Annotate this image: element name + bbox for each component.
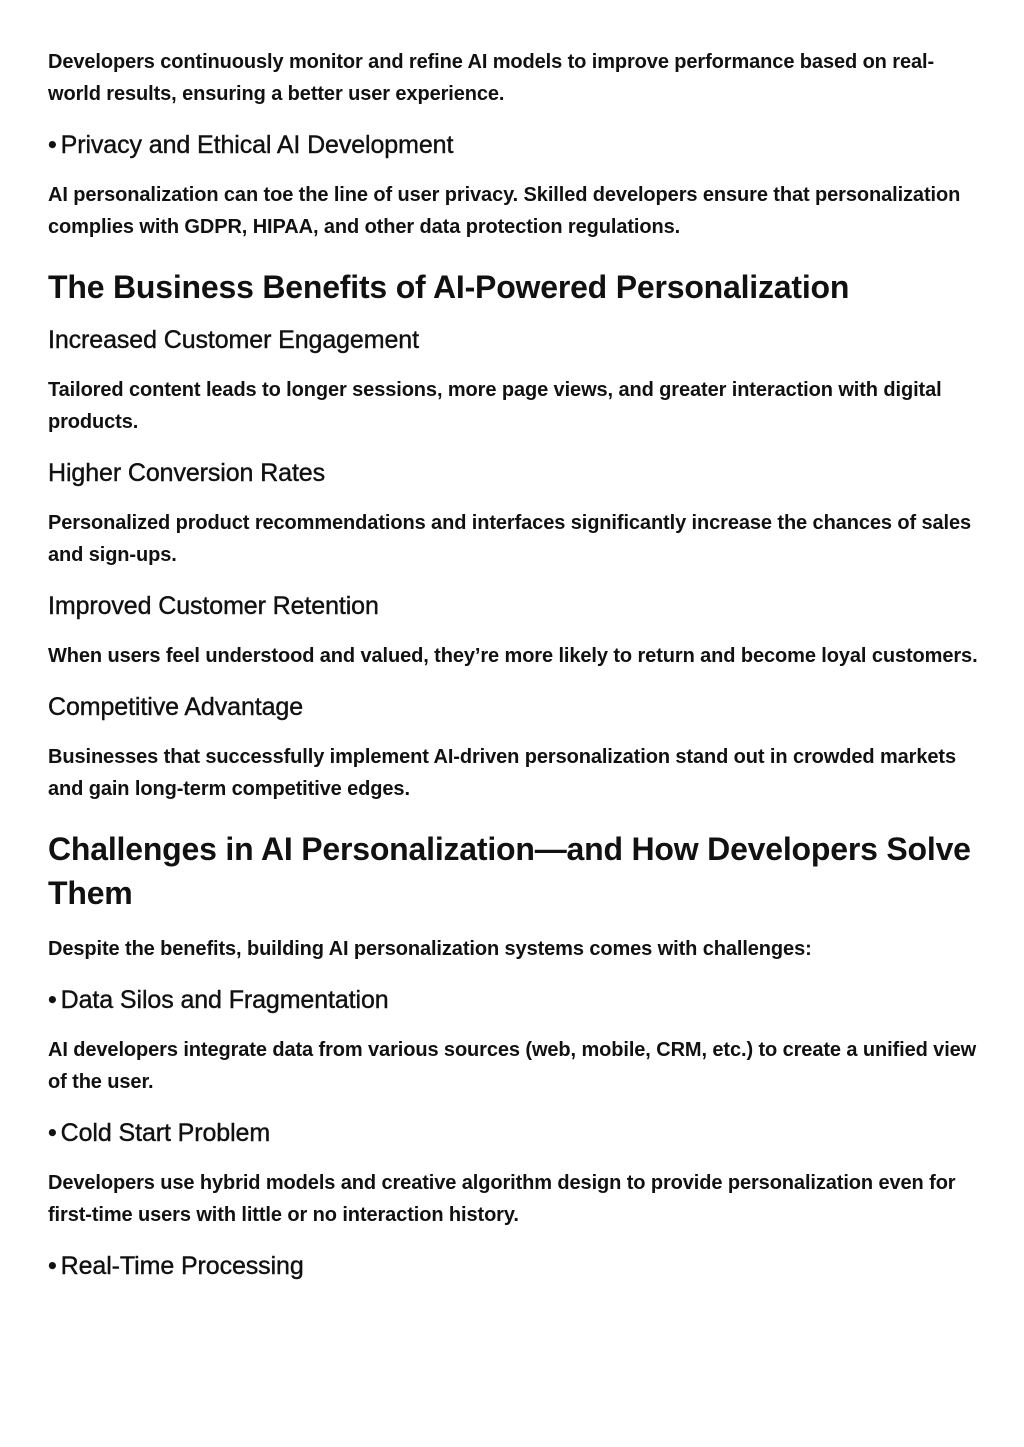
paragraph-competitive: Businesses that successfully implement AI-driven personalization stand out in crowded markets and gain long-term competitive edges. bbox=[48, 746, 956, 800]
bullet-heading-cold-start bbox=[48, 1116, 978, 1150]
bullet-heading-text: Data Silos and Fragmentation bbox=[60, 986, 389, 1014]
bullet-mark: • bbox=[48, 131, 57, 159]
subheading-retention: Improved Customer Retention bbox=[48, 592, 379, 620]
section-heading-challenges: Challenges in AI Personalization—and How Developers Solve Them bbox=[48, 831, 971, 911]
bullet-heading-text: Cold Start Problem bbox=[60, 1119, 271, 1147]
paragraph-engagement: Tailored content leads to longer sessions, more page views, and greater interaction with digital products. bbox=[48, 379, 942, 433]
bullet-mark: • bbox=[48, 1252, 57, 1280]
subheading-engagement: Increased Customer Engagement bbox=[48, 326, 419, 354]
bullet-heading-privacy bbox=[48, 128, 978, 162]
document-page bbox=[48, 46, 978, 1283]
bullet-mark: • bbox=[48, 1119, 57, 1147]
bullet-heading-data-silos bbox=[48, 983, 978, 1017]
paragraph-data-silos: AI developers integrate data from various sources (web, mobile, CRM, etc.) to create a unified view of the user. bbox=[48, 1039, 977, 1093]
bullet-heading-text: Privacy and Ethical AI Development bbox=[60, 131, 454, 159]
section-heading-business-benefits: The Business Benefits of AI-Powered Personalization bbox=[48, 269, 850, 305]
subheading-conversion: Higher Conversion Rates bbox=[48, 459, 325, 487]
paragraph-challenges-intro: Despite the benefits, building AI personalization systems comes with challenges: bbox=[48, 938, 812, 960]
bullet-heading-real-time bbox=[48, 1249, 978, 1283]
paragraph-model-refinement: Developers continuously monitor and refine AI models to improve performance based on real-world results, ensuring a better user experience. bbox=[48, 51, 935, 105]
subheading-competitive: Competitive Advantage bbox=[48, 693, 304, 721]
bullet-heading-text: Real-Time Processing bbox=[60, 1252, 304, 1280]
paragraph-privacy: AI personalization can toe the line of user privacy. Skilled developers ensure that personalization complies with GDPR, HIPAA, and other data protection regulations. bbox=[48, 184, 961, 238]
paragraph-conversion: Personalized product recommendations and interfaces significantly increase the chances of sales and sign-ups. bbox=[48, 512, 972, 566]
paragraph-cold-start: Developers use hybrid models and creative algorithm design to provide personalization even for first-time users with little or no interaction history. bbox=[48, 1172, 956, 1226]
paragraph-retention: When users feel understood and valued, they’re more likely to return and become loyal customers. bbox=[48, 645, 978, 667]
bullet-mark: • bbox=[48, 986, 57, 1014]
